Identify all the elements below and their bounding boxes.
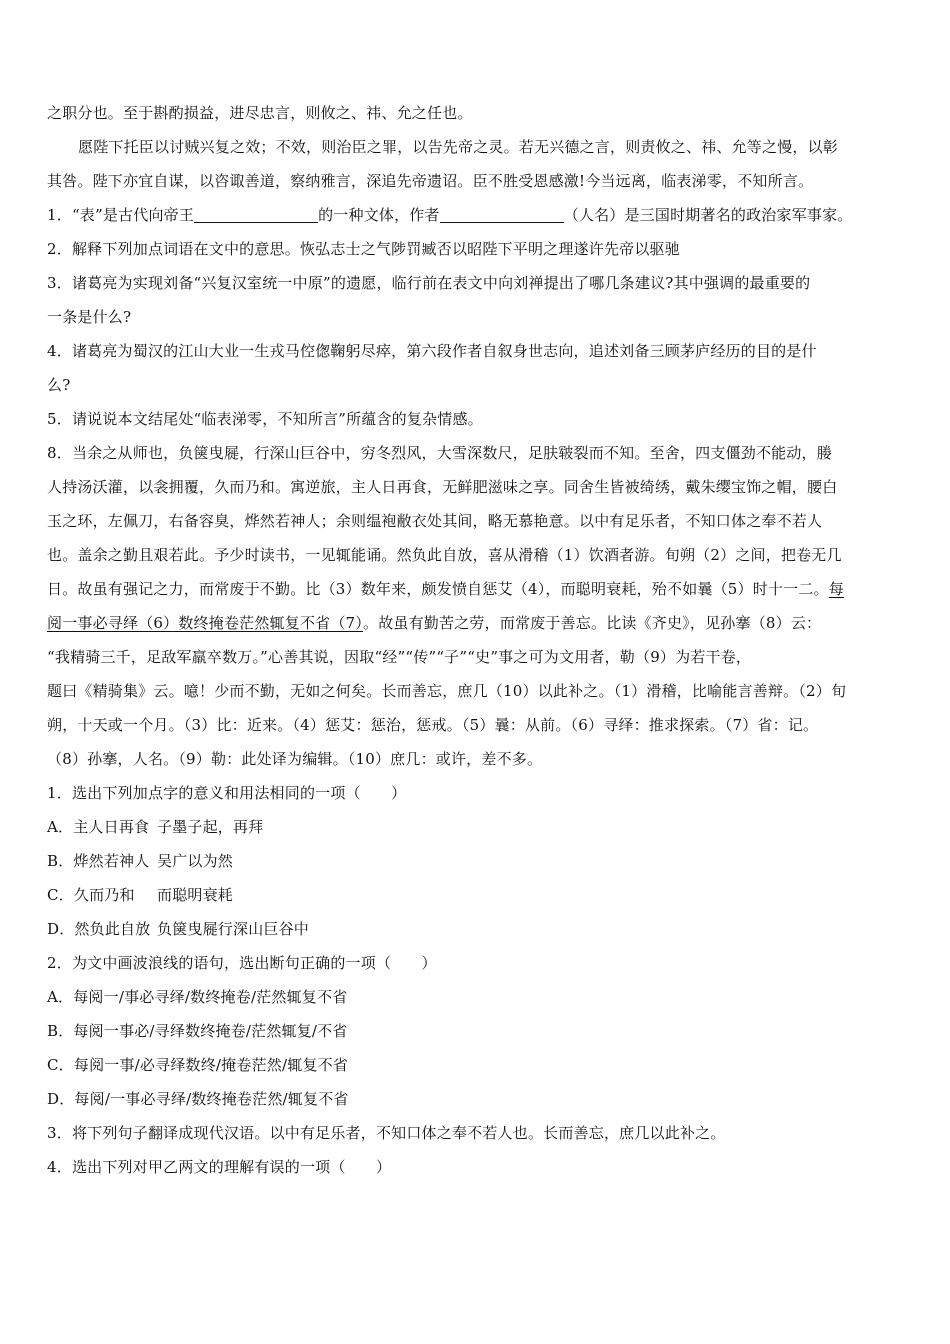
question-5: 5．请说说本文结尾处“临表涕零，不知所言”所蕴含的复杂情感。 — [47, 410, 483, 428]
option-label: D．然负此自放 — [47, 920, 151, 938]
option-d: D．每阅/一事必寻绎/数终掩卷茫然/辄复不省 — [47, 1090, 349, 1108]
option-label: C．久而乃和 — [47, 886, 135, 904]
passage-b-line: 题曰《精骑集》云。噫！少而不勤，无如之何矣。长而善忘，庶几（10）以此补之。（1）滑稽，比喻能言善辩。（2）旬 — [47, 682, 847, 700]
wavy-underlined-text: 阅一事必寻绎（6）数终掩卷茫然辄复不省（7） — [47, 614, 363, 632]
option-b — [47, 844, 909, 878]
passage-b-text: 。故虽有勤苦之劳，而常废于善忘。比读《齐史》，见孙搴（8）云： — [363, 614, 822, 632]
question-b3: 3．将下列句子翻译成现代汉语。以中有足乐者，不知口体之奉不若人也。长而善忘，庶几以此补之。 — [47, 1124, 726, 1142]
wavy-underlined-text: 每 — [828, 580, 844, 598]
question-2: 2．解释下列加点词语在文中的意思。恢弘志士之气陟罚臧否以昭陛下平明之理遂许先帝以驱驰 — [47, 240, 680, 258]
blank-line — [440, 204, 564, 223]
option-text: 吴广以为然 — [157, 852, 234, 870]
option-c — [47, 878, 909, 912]
question-b1: 1．选出下列加点字的意义和用法相同的一项（ ） — [47, 784, 407, 802]
question-1-suffix: （人名）是三国时期著名的政治家军事家。 — [563, 206, 853, 224]
passage-b-line — [47, 572, 909, 606]
passage-b-line: 人持汤沃灌，以衾拥覆，久而乃和。寓逆旅，主人日再食，无鲜肥滋味之享。同舍生皆被绮绣，戴朱缨宝饰之帽，腰白 — [47, 478, 838, 496]
option-c: C．每阅一事/必寻绎数终/掩卷茫然/辄复不省 — [47, 1056, 349, 1074]
passage-a-line: 愿陛下托臣以讨贼兴复之效；不效，则治臣之罪，以告先帝之灵。若无兴德之言，则责攸之、祎、允等之慢，以彰 — [78, 138, 839, 156]
option-text: 子墨子起，再拜 — [157, 818, 264, 836]
blank-line — [194, 204, 318, 223]
question-4-line: 4．诸葛亮为蜀汉的江山大业一生戎马倥偬鞠躬尽瘁，第六段作者自叙身世志向，追述刘备三顾茅庐经历的目的是什 — [47, 342, 817, 360]
question-3-line: 一条是什么? — [47, 308, 132, 326]
option-text: 负箧曳屣行深山巨谷中 — [157, 920, 310, 938]
question-1-prefix: 1．“表”是古代向帝王 — [47, 206, 195, 224]
passage-b-line: 玉之环，左佩刀，右备容臭，烨然若神人；余则缊袍敝衣处其间，略无慕艳意。以中有足乐者，不知口体之奉不若人 — [47, 512, 823, 530]
question-1 — [47, 198, 909, 232]
question-b2: 2．为文中画波浪线的语句，选出断句正确的一项（ ） — [47, 954, 437, 972]
passage-b-text: 日。故虽有强记之力，而常废于不勤。比（3）数年来，颇发愤自惩艾（4），而聪明衰耗，殆不如曩（5）时十一二。 — [47, 580, 829, 598]
passage-b-line: 8．当余之从师也，负箧曳屣，行深山巨谷中，穷冬烈风，大雪深数尺，足肤皲裂而不知。至舍，四支僵劲不能动，媵 — [47, 444, 832, 462]
option-label: A．主人日再食 — [47, 818, 150, 836]
passage-a-line: 其咎。陛下亦宜自谋，以咨诹善道，察纳雅言，深追先帝遗诏。臣不胜受恩感激!今当远离，临表涕零，不知所言。 — [47, 172, 814, 190]
question-3-line: 3．诸葛亮为实现刘备“兴复汉室统一中原”的遗愿，临行前在表文中向刘禅提出了哪几条建议?其中强调的最重要的 — [47, 274, 811, 292]
passage-b-line: “我精骑三千，足敌军羸卒数万。”心善其说，因取“经”“传”“子”“史”事之可为文用者，勒（9）为若干卷， — [47, 648, 752, 666]
document-page — [47, 96, 909, 1184]
option-a: A．每阅一/事必寻绎/数终掩卷/茫然辄复不省 — [47, 988, 348, 1006]
option-b: B．每阅一事必/寻绎数终掩卷/茫然辄复/不省 — [47, 1022, 348, 1040]
question-b4: 4．选出下列对甲乙两文的理解有误的一项（ ） — [47, 1158, 392, 1176]
option-label: B．烨然若神人 — [47, 852, 150, 870]
question-4-line: 么? — [47, 376, 71, 394]
passage-b-line: 朔，十天或一个月。（3）比：近来。（4）惩艾：惩治，惩戒。（5）曩：从前。（6）寻绎：推求探索。（7）省：记。 — [47, 716, 819, 734]
passage-b-line: 也。盖余之勤且艰若此。予少时读书，一见辄能诵。然负此自放，喜从滑稽（1）饮酒者游。旬朔（2）之间，把卷无几 — [47, 546, 842, 564]
passage-b-line: （8）孙搴，人名。（9）勒：此处译为编辑。（10）庶几：或许，差不多。 — [47, 750, 543, 768]
question-1-mid: 的一种文体，作者 — [318, 206, 440, 224]
option-d — [47, 912, 909, 946]
option-a — [47, 810, 909, 844]
option-text: 而聪明衰耗 — [157, 886, 234, 904]
passage-b-line — [47, 606, 909, 640]
passage-a-line: 之职分也。至于斟酌损益，进尽忠言，则攸之、祎、允之任也。 — [47, 104, 473, 122]
